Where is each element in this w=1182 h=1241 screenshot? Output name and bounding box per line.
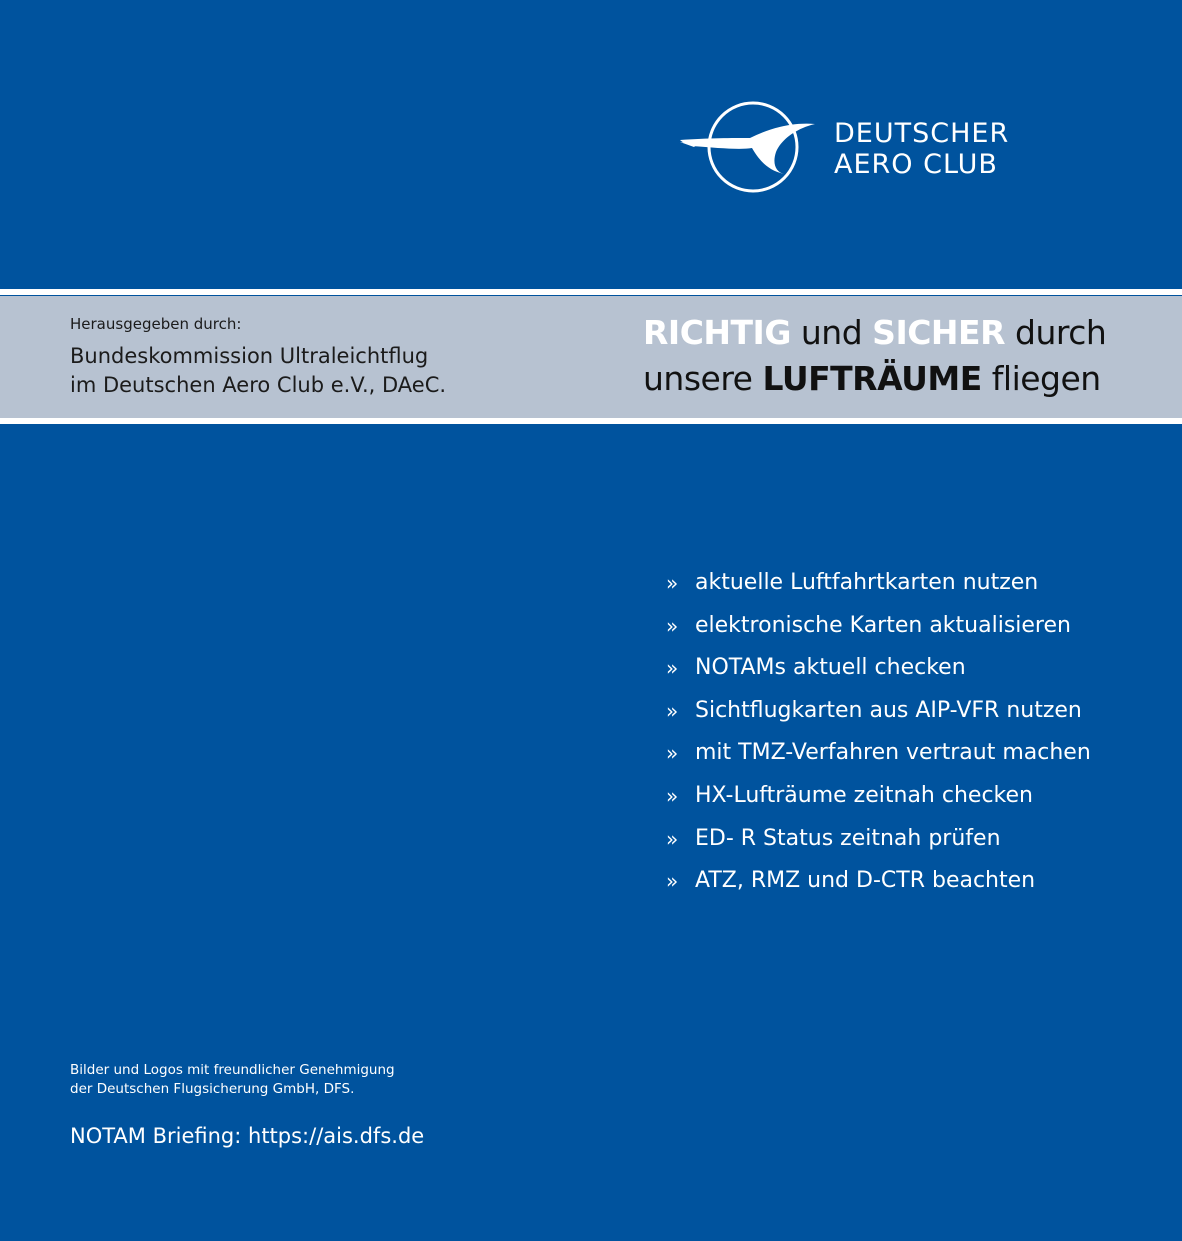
- daec-logo: [678, 98, 1058, 196]
- title-band: [0, 296, 1182, 418]
- bullet-icon: »: [666, 783, 679, 808]
- publisher-label: Herausgegeben durch:: [70, 315, 242, 333]
- list-item: [666, 605, 1091, 648]
- checklist: [666, 562, 1091, 903]
- list-item: [666, 860, 1091, 903]
- list-item: [666, 647, 1091, 690]
- credits-line-2: der Deutschen Flugsicherung GmbH, DFS.: [70, 1081, 355, 1097]
- publisher-name-line-1: Bundeskommission Ultraleichtflug: [70, 344, 429, 368]
- logo-line-2: AERO CLUB: [834, 149, 998, 180]
- image-credits: [70, 1061, 395, 1099]
- bullet-icon: »: [666, 656, 679, 681]
- list-item: [666, 775, 1091, 818]
- headline-word-durch: durch: [1005, 313, 1107, 352]
- list-item: [666, 818, 1091, 861]
- bullet-icon: »: [666, 571, 679, 595]
- headline-word-unsere: unsere: [643, 359, 763, 398]
- list-item-text: ED- R Status zeitnah prüfen: [695, 825, 1001, 851]
- bullet-icon: »: [666, 613, 679, 638]
- list-item: [666, 732, 1091, 775]
- publisher-name-line-2: im Deutschen Aero Club e.V., DAeC.: [70, 373, 447, 397]
- logo-line-1: DEUTSCHER: [834, 118, 1010, 149]
- headline-word-fliegen: fliegen: [981, 359, 1101, 398]
- credits-line-1: Bilder und Logos mit freundlicher Genehmigung: [70, 1062, 395, 1078]
- headline-line-1: [643, 310, 1106, 356]
- bullet-icon: »: [666, 698, 679, 723]
- band-bottom-rule: [0, 418, 1182, 424]
- list-item-text: ATZ, RMZ und D-CTR beachten: [695, 868, 1036, 894]
- list-item: [666, 690, 1091, 733]
- bullet-icon: »: [666, 741, 679, 766]
- bullet-icon: »: [666, 826, 679, 851]
- band-top-rule: [0, 289, 1182, 295]
- notam-briefing-link: NOTAM Briefing: https://ais.dfs.de: [70, 1124, 425, 1148]
- headline-word-und: und: [790, 313, 873, 352]
- headline: [643, 310, 1106, 402]
- list-item-text: mit TMZ-Verfahren vertraut machen: [695, 740, 1091, 766]
- bullet-icon: »: [666, 869, 679, 894]
- list-item: [666, 562, 1091, 605]
- list-item-text: aktuelle Luftfahrtkarten nutzen: [695, 570, 1039, 595]
- daec-bird-circle-icon: [678, 98, 828, 196]
- list-item-text: NOTAMs aktuell checken: [695, 655, 966, 681]
- list-item-text: HX-Lufträume zeitnah checken: [695, 782, 1033, 808]
- publisher-block: [70, 314, 446, 400]
- headline-word-sicher: SICHER: [872, 313, 1006, 352]
- list-item-text: Sichtflugkarten aus AIP-VFR nutzen: [695, 697, 1082, 723]
- list-item-text: elektronische Karten aktualisieren: [695, 612, 1071, 638]
- headline-word-richtig: RICHTIG: [643, 313, 791, 352]
- logo-wordmark: [834, 118, 1009, 180]
- headline-line-2: [643, 356, 1106, 402]
- headline-word-luftraeume: LUFTRÄUME: [762, 359, 982, 398]
